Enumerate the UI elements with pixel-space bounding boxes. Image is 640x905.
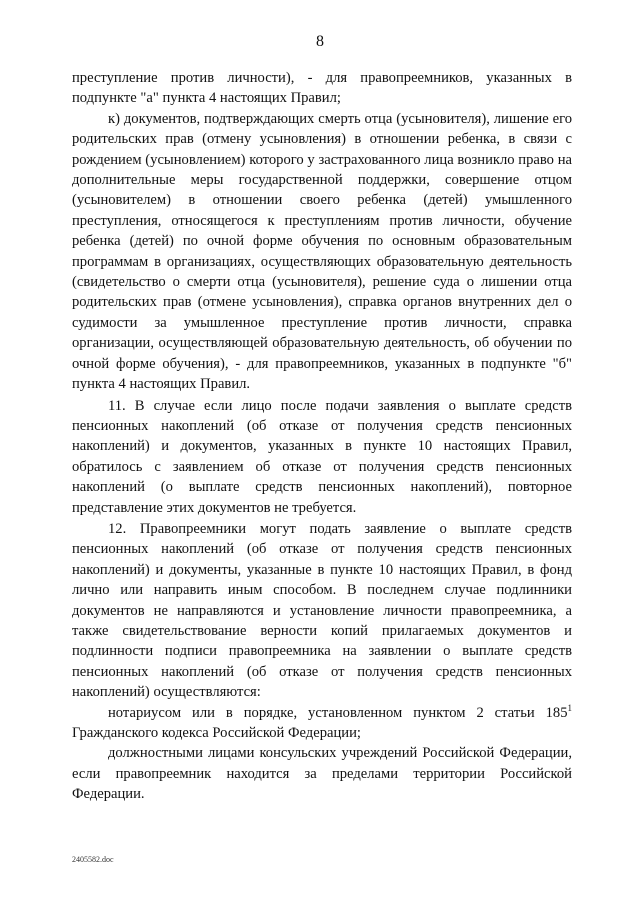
footer-filename: 2405582.doc bbox=[72, 855, 114, 864]
paragraph-consular: должностными лицами консульских учреждений Российской Федерации, если правопреемник находится за пределами территории Российской Федерации. bbox=[72, 745, 572, 803]
paragraph-12: 12. Правопреемники могут подать заявление о выплате средств пенсионных накоплений (об отказе от получения средств пенсионных накоплений) и документы, указанные в пункте 10 настоящих Правил, в фонд лично или направить иным способом. В последнем случае подлинники документов не направляются и установление личности правопреемника, а также свидетельствование верности копий прилагаемых документов и подлинности подписи правопреемника на заявлении о выплате средств пенсионных накоплений (об отказе от получения средств пенсионных накоплений) осуществляются: bbox=[72, 520, 572, 701]
footnote-superscript: 1 bbox=[567, 702, 572, 713]
document-body bbox=[72, 68, 572, 805]
notary-text: нотариусом или в порядке, установленном пунктом 2 статьи 185 bbox=[108, 704, 568, 721]
paragraph-continuation: преступление против личности), - для правопреемников, указанных в подпункте "а" пункта 4 настоящих Правил; bbox=[72, 70, 572, 107]
paragraph-item-k: к) документов, подтверждающих смерть отца (усыновителя), лишение его родительских прав (отмену усыновления) в отношении ребенка, в связи с рождением (усыновлением) которого у застрахованного лица возникло право на дополнительные меры государственной поддержки, совершение отцом (усыновителем) в отношении своего ребенка (детей) умышленного преступления, относящегося к преступлениям против личности, обучение ребенка (детей) по очной форме обучения по основным образовательным программам в организациях, осуществляющих образовательную деятельность (свидетельство о смерти отца (усыновителя), решение суда о лишении отца родительских прав (отмене усыновления), справка органов внутренних дел о судимости за умышленное преступление против личности, справка организации, осуществляющей образовательную деятельность, об обучении по очной форме обучения), - для правопреемников, указанных в подпункте "б" пункта 4 настоящих Правил. bbox=[72, 110, 572, 393]
paragraph-notary bbox=[72, 703, 572, 744]
paragraph-11: 11. В случае если лицо после подачи заявления о выплате средств пенсионных накоплений (об отказе от получения средств пенсионных накоплений) и документов, указанных в пункте 10 настоящих Правил, обратилось с заявлением об отказе от получения средств пенсионных накоплений (о выплате средств пенсионных накоплений), повторное представление этих документов не требуется. bbox=[72, 397, 572, 516]
notary-text-end: Гражданского кодекса Российской Федерации; bbox=[72, 725, 361, 741]
page-number: 8 bbox=[316, 33, 324, 50]
